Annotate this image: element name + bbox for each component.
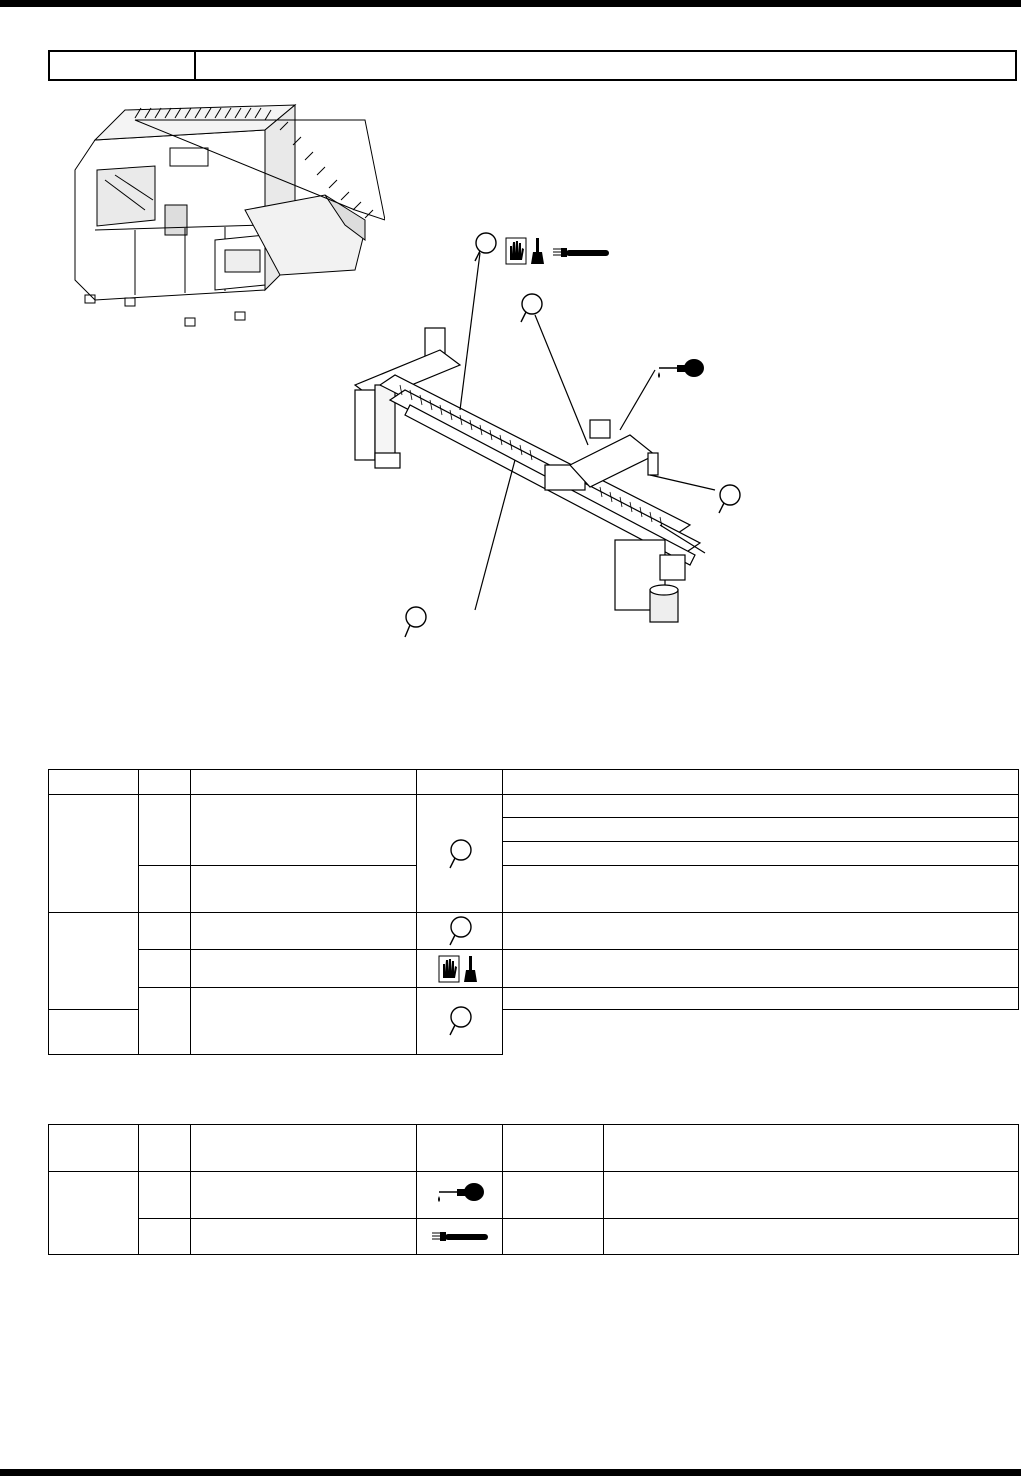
part-cell <box>191 1219 417 1255</box>
inspection-table <box>48 769 1019 1055</box>
lubrication-table <box>48 1124 1019 1255</box>
method-cell <box>417 795 503 913</box>
callout-2-magnifier-icon <box>518 292 544 324</box>
detail-cell <box>503 818 1019 842</box>
column-header <box>417 1125 503 1172</box>
column-header <box>139 770 191 795</box>
column-header <box>604 1125 1019 1172</box>
table-row <box>49 988 1019 1010</box>
column-header <box>191 770 417 795</box>
section-title <box>196 52 1015 79</box>
magnifier-icon <box>447 915 473 947</box>
top-rule <box>0 0 1021 7</box>
group-cell <box>49 795 139 913</box>
callout-1-magnifier-icon <box>472 231 498 263</box>
part-cell <box>191 950 417 988</box>
table-row <box>49 1219 1019 1255</box>
amount-cell <box>503 1172 604 1219</box>
detail-cell <box>503 842 1019 866</box>
table-header-row <box>49 770 1019 795</box>
table-header-row <box>49 1125 1019 1172</box>
part-cell <box>191 988 417 1055</box>
table-row <box>49 913 1019 950</box>
part-cell <box>191 913 417 950</box>
column-header <box>503 770 1019 795</box>
callout-3-magnifier-icon <box>716 483 742 515</box>
detail-cell <box>503 795 1019 818</box>
column-header <box>191 1125 417 1172</box>
no-cell <box>139 795 191 866</box>
method-cell <box>417 1219 503 1255</box>
no-cell <box>139 988 191 1055</box>
group-cell <box>49 1172 139 1255</box>
detail-cell <box>503 913 1019 950</box>
oil-can-icon <box>655 358 705 384</box>
detail-cell <box>503 988 1019 1010</box>
bottom-rule <box>0 1469 1021 1476</box>
no-cell <box>139 866 191 913</box>
grease-brush-icon <box>431 1230 489 1244</box>
table-row <box>49 1172 1019 1219</box>
no-cell <box>139 913 191 950</box>
method-cell <box>417 950 503 988</box>
magnifier-icon <box>447 1005 473 1037</box>
detail-cell <box>503 866 1019 913</box>
mechanism-diagram <box>330 225 760 645</box>
no-cell <box>139 1219 191 1255</box>
column-header <box>503 1125 604 1172</box>
method-cell <box>417 988 503 1055</box>
part-cell <box>191 795 417 866</box>
grease-brush-icon <box>552 246 610 260</box>
column-header <box>49 770 139 795</box>
group-cell <box>49 913 139 1010</box>
detail-cell <box>604 1172 1019 1219</box>
glove-brush-icon <box>438 954 482 984</box>
table-row <box>49 950 1019 988</box>
column-header <box>417 770 503 795</box>
detail-cell <box>604 1219 1019 1255</box>
section-header <box>48 50 1017 81</box>
table-row <box>49 795 1019 818</box>
no-cell <box>139 1172 191 1219</box>
method-cell <box>417 913 503 950</box>
method-cell <box>417 1172 503 1219</box>
glove-brush-icon <box>505 236 549 266</box>
amount-cell <box>503 1219 604 1255</box>
column-header <box>139 1125 191 1172</box>
section-code <box>50 52 196 79</box>
oil-can-icon <box>435 1182 485 1208</box>
part-cell <box>191 1172 417 1219</box>
magnifier-icon <box>447 838 473 870</box>
detail-cell <box>49 1010 139 1055</box>
no-cell <box>139 950 191 988</box>
table-row <box>49 866 1019 913</box>
callout-4-magnifier-icon <box>402 605 428 639</box>
detail-cell <box>503 950 1019 988</box>
column-header <box>49 1125 139 1172</box>
part-cell <box>191 866 417 913</box>
